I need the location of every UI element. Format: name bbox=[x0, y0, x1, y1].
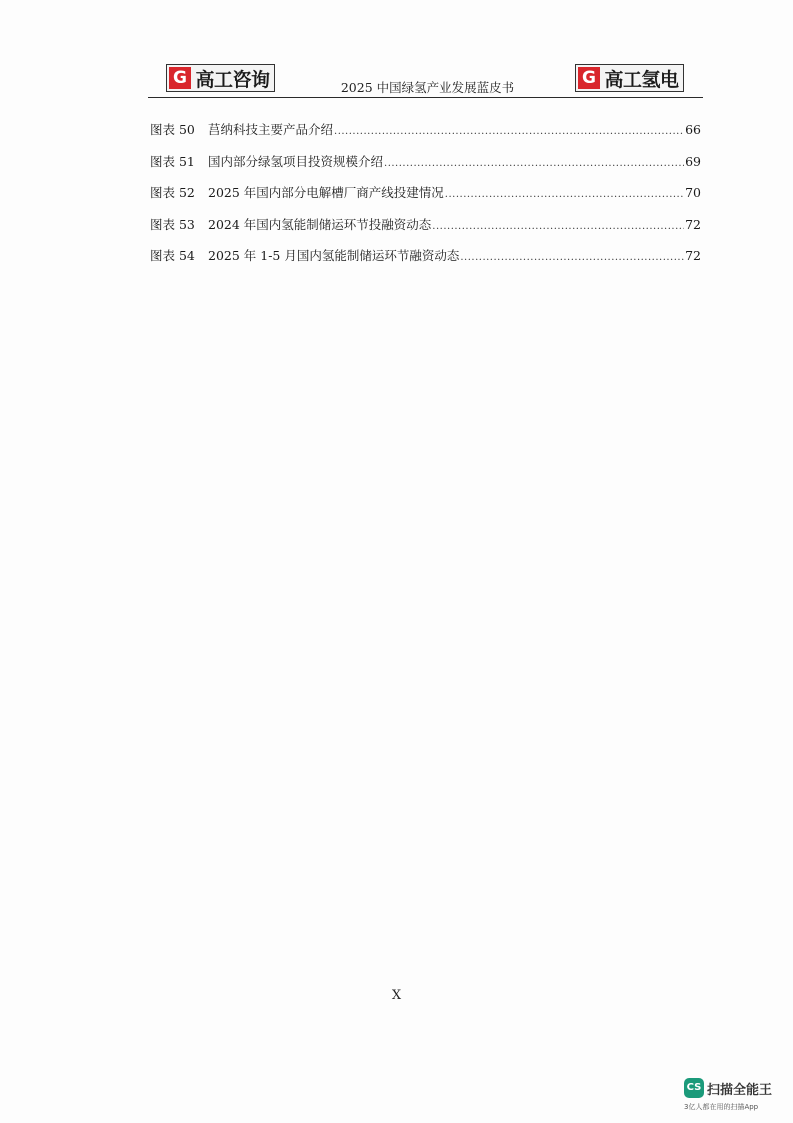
header-divider bbox=[148, 97, 703, 98]
toc-page-number: 72 bbox=[685, 216, 701, 232]
toc-dot-leader bbox=[445, 189, 684, 200]
gaogong-consulting-logo bbox=[166, 64, 275, 92]
header-title: 2025 中国绿氢产业发展蓝皮书 bbox=[340, 80, 515, 95]
toc-figure-title: 莒纳科技主要产品介绍 bbox=[208, 122, 334, 137]
toc-dot-leader bbox=[334, 126, 684, 137]
toc-figure-title: 2025 年国内部分电解槽厂商产线投建情况 bbox=[208, 185, 444, 200]
toc-dot-leader bbox=[460, 252, 684, 263]
logo-mark: G bbox=[169, 67, 191, 89]
toc-figure-title: 国内部分绿氢项目投资规模介绍 bbox=[208, 153, 384, 169]
toc-page-number: 69 bbox=[685, 153, 701, 169]
watermark-tagline: 3亿人都在用的扫描App bbox=[684, 1103, 759, 1111]
toc-entry[interactable] bbox=[150, 183, 701, 215]
scanner-watermark bbox=[684, 1076, 784, 1116]
toc-figure-label: 图表 50 bbox=[150, 122, 195, 137]
toc-page-number: 72 bbox=[685, 248, 701, 263]
toc-figure-label: 图表 53 bbox=[150, 216, 195, 232]
toc-entry[interactable] bbox=[150, 246, 701, 278]
toc-figure-title: 2024 年国内氢能制储运环节投融资动态 bbox=[208, 216, 432, 232]
logo-text: 高工咨询 bbox=[195, 68, 270, 91]
logo-text: 高工氢电 bbox=[604, 68, 679, 91]
toc-entry[interactable] bbox=[150, 215, 701, 247]
toc-figure-label: 图表 52 bbox=[150, 185, 195, 200]
page-header bbox=[148, 60, 703, 100]
watermark-app-name: 扫描全能王 bbox=[707, 1083, 773, 1098]
toc-dot-leader bbox=[432, 221, 684, 232]
page-number: X bbox=[391, 988, 402, 1003]
toc-figure-label: 图表 54 bbox=[150, 248, 195, 263]
camscanner-logo-icon: CS bbox=[684, 1078, 704, 1098]
toc-figure-title: 2025 年 1-5 月国内氢能制储运环节融资动态 bbox=[208, 248, 460, 263]
toc-dot-leader bbox=[384, 158, 684, 169]
figure-list bbox=[150, 120, 701, 278]
logo-mark: G bbox=[578, 67, 600, 89]
toc-entry[interactable] bbox=[150, 152, 701, 184]
toc-entry[interactable] bbox=[150, 120, 701, 152]
toc-figure-label: 图表 51 bbox=[150, 153, 195, 169]
toc-page-number: 70 bbox=[685, 185, 701, 200]
gaogong-hydrogen-logo bbox=[575, 64, 684, 92]
toc-page-number: 66 bbox=[685, 122, 701, 137]
